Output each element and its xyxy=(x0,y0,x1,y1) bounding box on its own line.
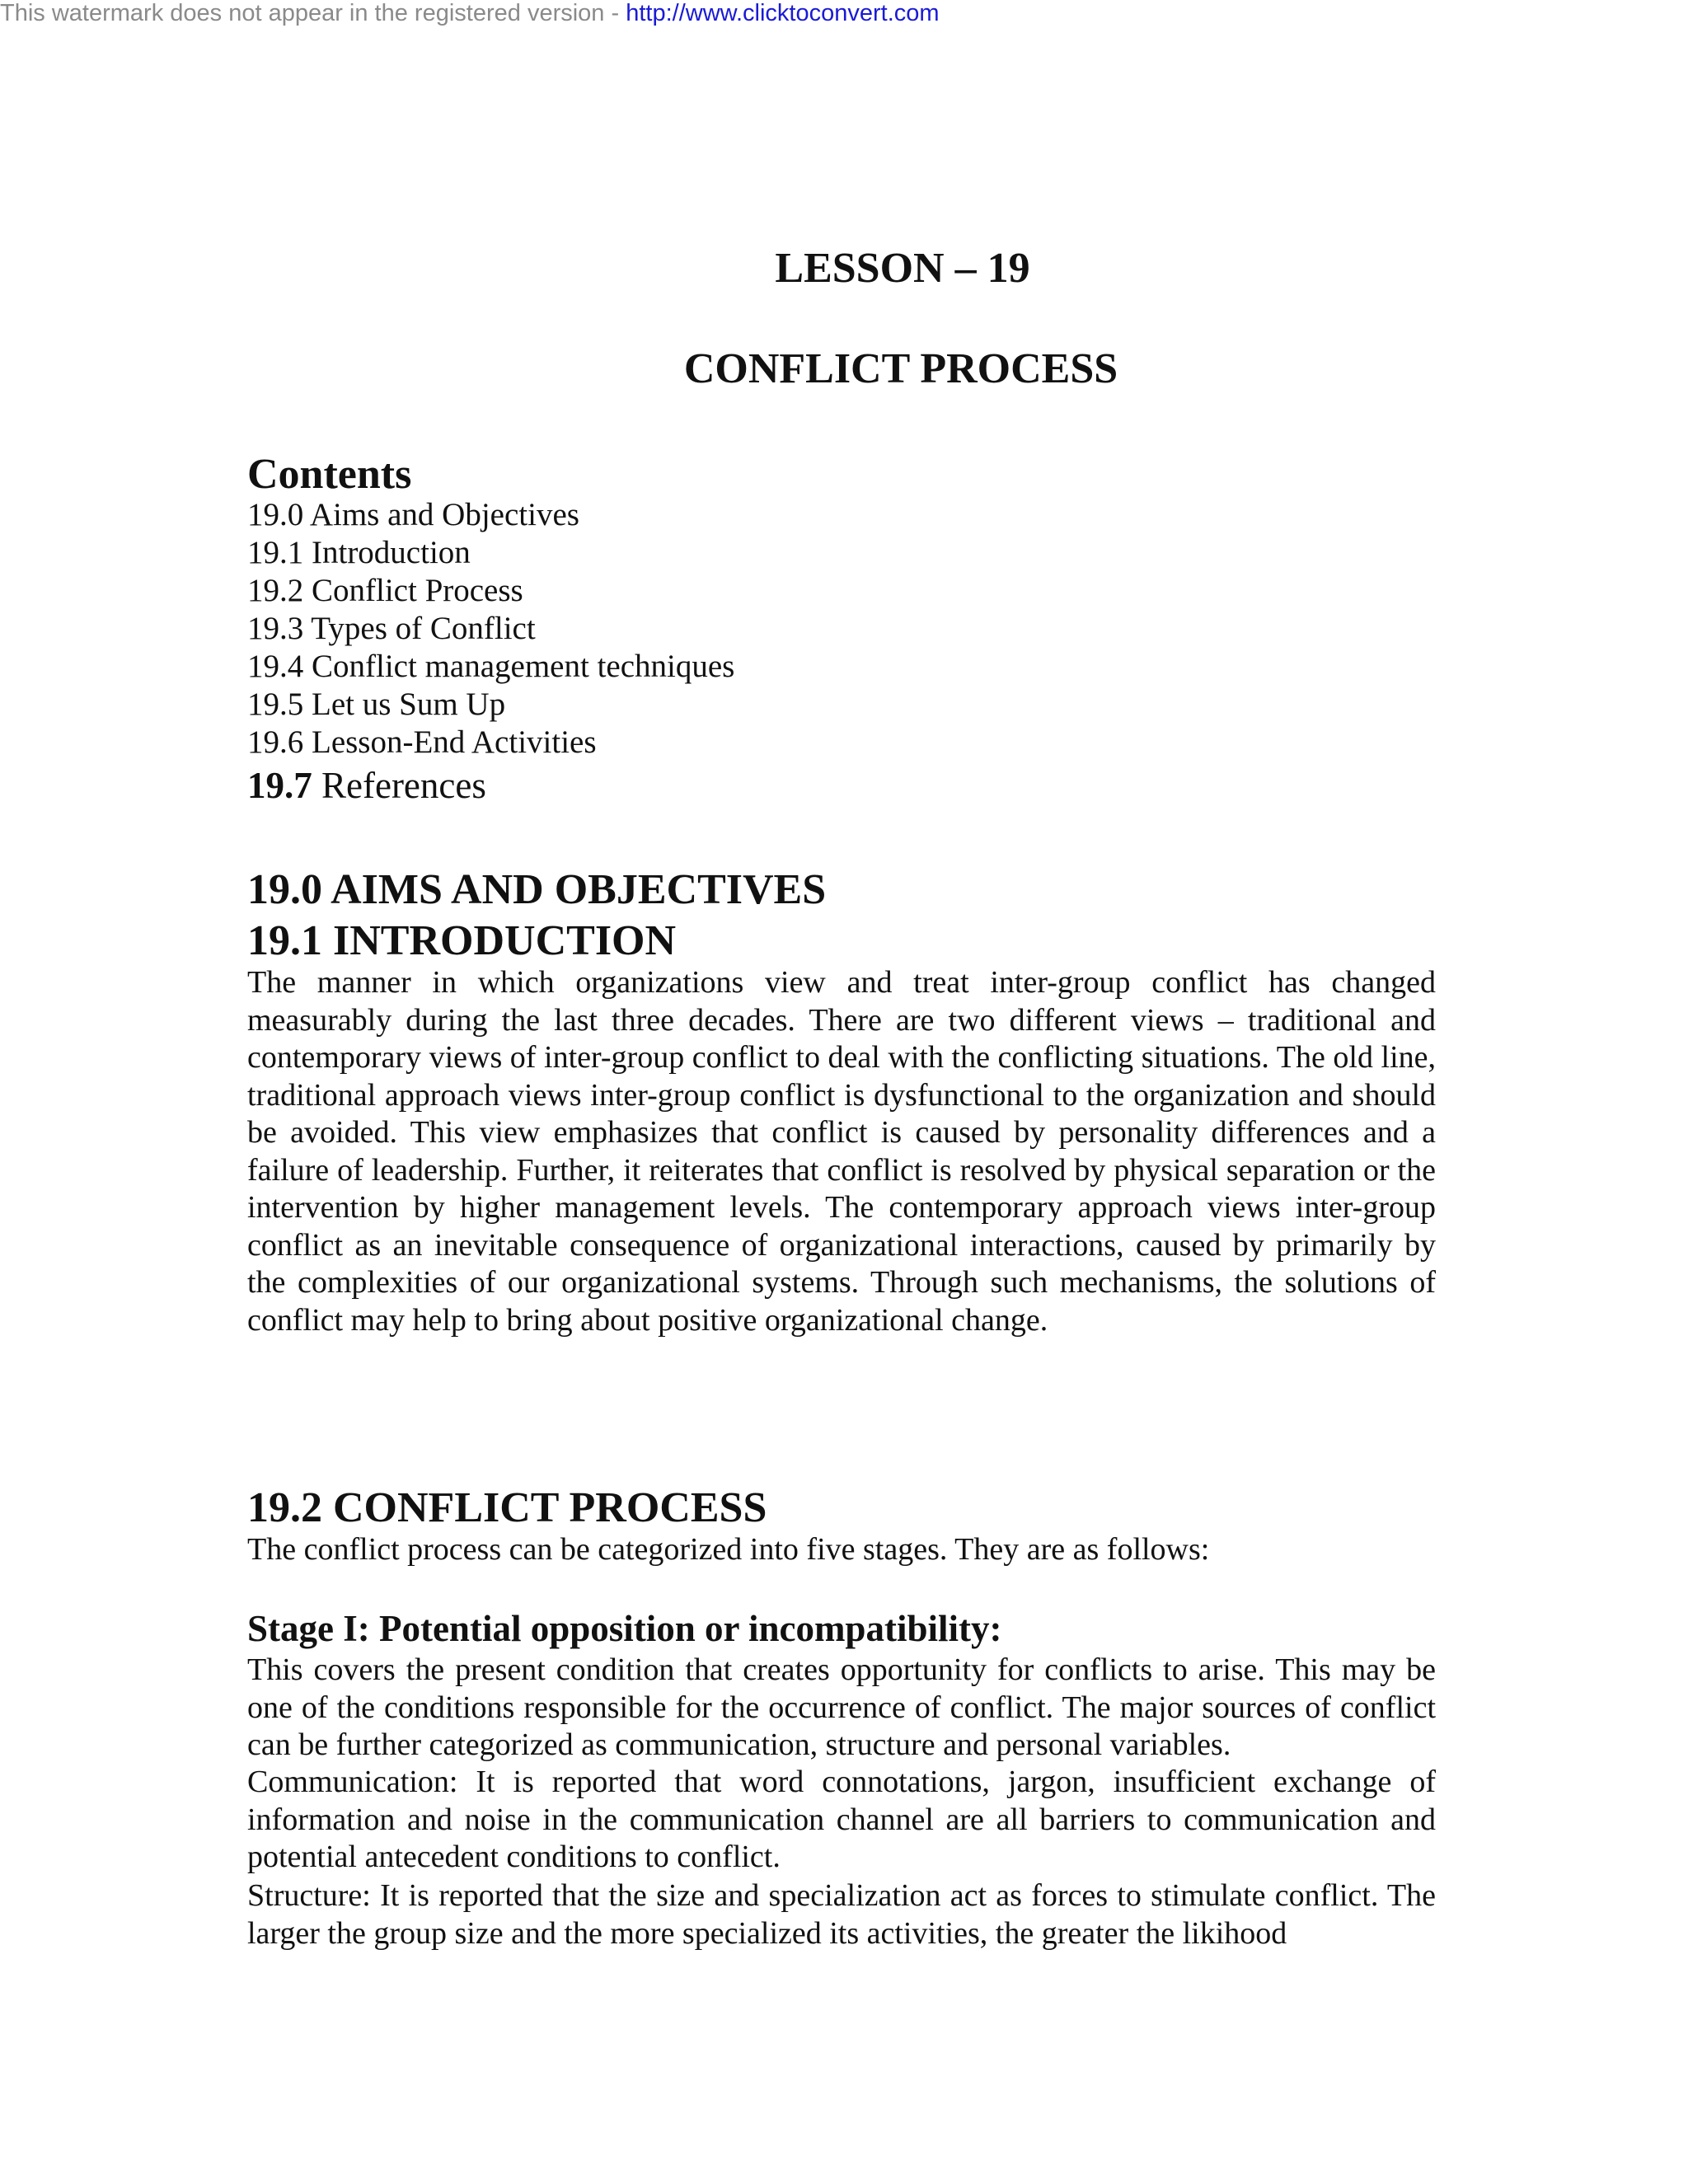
toc-item: 19.2 Conflict Process xyxy=(247,573,523,608)
conflict-process-paragraph: The conflict process can be categorized into five stages. They are as follows: xyxy=(247,1532,1210,1567)
watermark-banner xyxy=(0,0,940,27)
table-of-contents xyxy=(247,496,734,809)
structure-paragraph: Structure: It is reported that the size and specialization act as forces to stimulate conflict. The larger the group size and the more specialized its activities, the greater the likihood xyxy=(247,1878,1436,1951)
communication-paragraph: Communication: It is reported that word connotations, jargon, insufficient exchange of information and noise in the communication channel are all barriers to communication and potential antecedent conditions to conflict. xyxy=(247,1765,1436,1874)
toc-item-references xyxy=(247,762,734,809)
toc-item: 19.1 Introduction xyxy=(247,535,471,570)
section-heading-introduction: 19.1 INTRODUCTION xyxy=(247,917,677,964)
toc-item-label: References xyxy=(312,765,486,806)
watermark-link[interactable]: http://www.clicktoconvert.com xyxy=(626,0,940,26)
stage-1-paragraph: This covers the present condition that creates opportunity for conflicts to arise. This may be one of the conditions responsible for the occurrence of conflict. The major sources of conflict can be further categorized as communication, structure and personal variables. xyxy=(247,1652,1436,1762)
toc-item: 19.5 Let us Sum Up xyxy=(247,687,506,722)
watermark-text: This watermark does not appear in the registered version - xyxy=(0,0,626,26)
toc-item: 19.3 Types of Conflict xyxy=(247,611,536,646)
toc-item: 19.0 Aims and Objectives xyxy=(247,497,579,532)
section-heading-aims: 19.0 AIMS AND OBJECTIVES xyxy=(247,866,827,913)
section-heading-conflict-process: 19.2 CONFLICT PROCESS xyxy=(247,1484,767,1531)
introduction-paragraph: The manner in which organizations view and treat inter-group conflict has changed measurably during the last three decades. There are two different views – traditional and contemporary views of inter-group conflict to deal with the conflicting situations. The old line, traditional approach views inter-group conflict is dysfunctional to the organization and should be avoided. This view emphasizes that conflict is caused by personality differences and a failure of leadership. Further, it reiterates that conflict is resolved by physical separation or the intervention by higher management levels. The contemporary approach views inter-group conflict as an inevitable consequence of organizational interactions, caused by primarily by the complexities of our organizational systems. Through such mechanisms, the solutions of conflict may help to bring about positive organizational change. xyxy=(247,965,1436,1338)
toc-item: 19.6 Lesson-End Activities xyxy=(247,724,597,760)
lesson-number: LESSON – 19 xyxy=(775,245,1030,292)
toc-item: 19.4 Conflict management techniques xyxy=(247,649,735,684)
contents-heading: Contents xyxy=(247,451,412,498)
stage-1-heading: Stage I: Potential opposition or incompatibility: xyxy=(247,1608,1002,1649)
toc-item-number: 19.7 xyxy=(247,765,312,806)
lesson-title: CONFLICT PROCESS xyxy=(683,345,1118,392)
